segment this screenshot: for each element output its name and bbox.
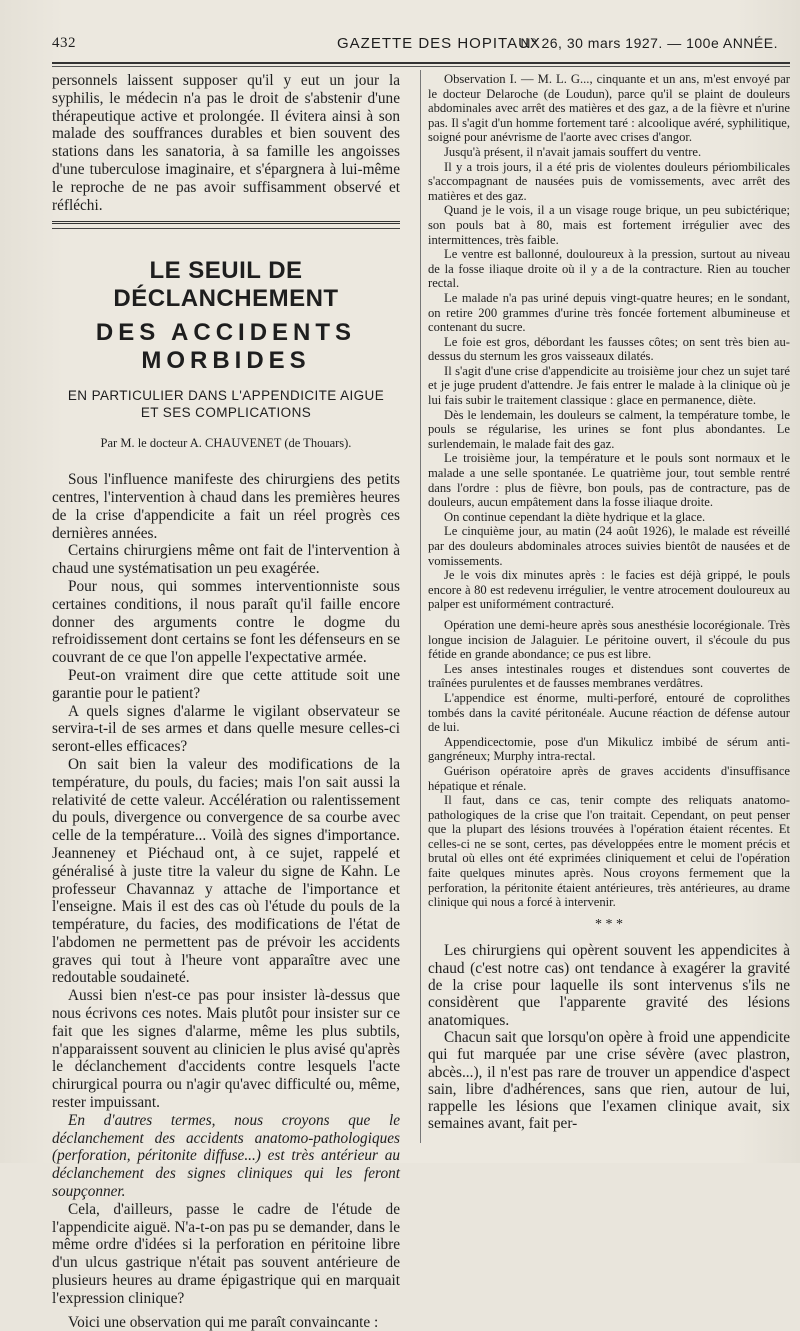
observation-paragraph: Le foie est gros, débordant les fausses côtes; on sent très bien au-dessus du sternum les gros vaisseaux dilatés. <box>428 334 790 364</box>
intro-paragraph: personnels laissent supposer qu'il y eut un jour la syphilis, le médecin n'a pas le droit de s'abstenir d'une thérapeutique active et prolongée. Il évitera ainsi à son malade des souffrances durables et bien souvent des stations dans les sanatoria, à sa famille les angoisses d'une tuberculose imaginaire, et s'épargnera à lui-même le reproche de ne pas avoir suffisamment observé et réfléchi. <box>52 72 400 214</box>
observation-paragraph: L'appendice est énorme, multi-perforé, entouré de coprolithes tombés dans la cavité péritonéale. Aucune réaction de défense autour de lui. <box>428 690 790 735</box>
observation-paragraph: Le cinquième jour, au matin (24 août 1926), le malade est réveillé par des douleurs abdominales atroces suivies bientôt de nausées et de vomissements. <box>428 524 790 568</box>
body-paragraph: Voici une observation qui me paraît convaincante : <box>68 1313 379 1331</box>
observation-paragraph: Guérison opératoire après de graves accidents d'insuffisance hépatique et rénale. <box>428 763 790 793</box>
observation-paragraph: Quand je le vois, il a un visage rouge brique, un peu subictérique; son pouls bat à 80, mais est fortement irrégulier avec des intermittences, très faible. <box>428 203 790 247</box>
observation-paragraph: Observation I. — M. L. G..., cinquante et un ans, m'est envoyé par le docteur Delaroche (de Loudun), parce qu'il se plaint de douleurs abdominales avec arrêt des matières et des gaz, a de la fièvre et n'urine pas. Il s'agit d'un homme fortement taré : alcoolique avéré, syphilitique, soigné pour anévrisme de l'aorte avec crises d'angor. <box>428 72 790 145</box>
closing-paragraph: Chacun sait que lorsqu'on opère à froid une appendicite qui fut marquée par une crise sévère (avec plastron, abcès...), il n'est pas rare de trouver un appendice d'aspect sain, libre d'adhérences, sans que rien, autour de lui, rappelle les lésions que l'examen clinique avait, six semaines avant, fait per- <box>428 1028 790 1133</box>
observation-paragraph: Il y a trois jours, il a été pris de violentes douleurs périombilicales s'accompagnant de nausées puis de vomissements, avec arrêt des matières et des gaz. <box>428 159 790 203</box>
closing-paragraph: Les chirurgiens qui opèrent souvent les appendicites à chaud (c'est notre cas) ont tendance à exagérer la gravité de la crise pour laquelle ils sont intervenus s'ils ne considèrent que l'apparente gravité des lésions anatomiques. <box>428 942 790 1029</box>
observation-paragraph: Appendicectomie, pose d'un Mikulicz imbibé de sérum anti-gangréneux; Murphy intra-rectal. <box>428 734 790 764</box>
body-paragraph: Peut-on vraiment dire que cette attitude soit une garantie pour le patient? <box>52 666 400 702</box>
body-paragraph: Certains chirurgiens même ont fait de l'intervention à chaud une systématisation un peu exagérée. <box>52 542 400 578</box>
column-divider <box>420 70 421 1143</box>
observation-paragraph: Je le vois dix minutes après : le facies est déjà grippé, le pouls encore à 80 est redevenu irrégulier, le ventre atrocement douloureux au palper est uniformément contracturé. <box>428 568 790 612</box>
body-paragraph: On sait bien la valeur des modifications de la température, du pouls, du facies; mais l'on sait aussi la relativité de cette valeur. Accélération ou ralentissement du pouls, divergence ou convergence de sa courbe avec celle de la température... Voilà des signes d'importance. Jeanneney et Piéchaud ont, à ce sujet, rappelé et généralisé à juste titre la valeur du signe de Kahn. Le professeur Chavannaz y attache de l'importance et l'enseigne. Mais il est des cas où l'étude du pouls de la température, du facies, des modifications de l'état de l'abdomen ne permettent pas de prévoir les accidents graves qui tout à l'heure vont apparaître avec une redoutable soudaineté. <box>52 755 400 987</box>
body-paragraph: Sous l'influence manifeste des chirurgiens des petits centres, l'intervention à chaud dans les premières heures de la crise d'appendicite a fait un réel progrès ces dernières années. <box>52 471 400 542</box>
article-subtitle-line-2: ET SES COMPLICATIONS <box>140 405 312 421</box>
observation-paragraph: Le ventre est ballonné, douloureux à la pression, surtout au niveau de la fosse iliaque droite où il y a de la contracture. Rien au toucher rectal. <box>428 247 790 291</box>
operation-paragraph: Opération une demi-heure après sous anesthésie locorégionale. Très longue incision de Jalaguier. Le péritoine ouvert, il s'écoule du pus fétide en grande abondance; ce pus est libre. <box>428 617 790 662</box>
article-subtitle-line-1: EN PARTICULIER DANS L'APPENDICITE AIGUE <box>67 388 385 404</box>
body-paragraph: Aussi bien n'est-ce pas pour insister là-dessus que nous écrivons ces notes. Mais plutôt pour insister sur ce fait que les signes d'alarme, même les plus subtils, n'apparaissent souvent au clinicien le plus avisé qu'après le déclanchement d'accidents contre lesquels l'acte chirurgical pourra ou n'agir qu'avec difficulté ou, même, rester impuissant. <box>52 987 400 1112</box>
section-divider <box>52 221 400 224</box>
observation-paragraph: Le malade n'a pas uriné depuis vingt-quatre heures; en le sondant, on retire 200 grammes d'urine très foncée fortement albumineuse et contenant du sucre. <box>428 290 790 335</box>
section-divider-thin <box>52 228 400 229</box>
page-number: 432 <box>52 35 76 51</box>
article-title-line-1: LE SEUIL DE DÉCLANCHEMENT <box>113 257 339 313</box>
observation-paragraph: Dès le lendemain, les douleurs se calment, la température tombe, le pouls se régularise, les urines se font plus abondantes. Le surlendemain, le malade fait des gaz. <box>428 407 790 451</box>
body-paragraph: Pour nous, qui sommes interventionniste sous certaines conditions, il nous paraît qu'il faille encore donner des arguments contre le dogme du refroidissement dont certains se font les défenseurs en se couvrant de ce que l'on appelle l'expectative armée. <box>52 577 400 667</box>
body-paragraph-italic: En d'autres termes, nous croyons que le déclanchement des accidents anatomo-pathologiques (perforation, péritonite diffuse...) est très antérieur au déclanchement des signes cliniques qui les feront soupçonner. <box>52 1111 400 1201</box>
header-rule-thin <box>52 66 790 67</box>
observation-paragraph: Le troisième jour, la température et le pouls sont normaux et le malade a une selle spontanée. Le quatrième jour, tout semble rentré dans l'ordre : plus de fièvre, bon pouls, pas de contracture, pas de douleurs, aucun empâtement dans la fosse iliaque droite. <box>428 451 790 510</box>
body-paragraph: A quels signes d'alarme le vigilant observateur se servira-t-il de ses armes et dans quelle mesure celles-ci seront-elles efficaces? <box>52 702 400 756</box>
article-byline: Par M. le docteur A. CHAUVENET (de Thouars). <box>100 436 352 451</box>
journal-title: GAZETTE DES HOPITAUX <box>337 35 541 52</box>
observation-paragraph: Il faut, dans ce cas, tenir compte des reliquats anatomo-pathologiques de la crise que l'on traitait. Cependant, on peut penser que la plupart des lésions trouvées à l'opération étaient récentes. Et celles-ci ne se sont, certes, pas développées entre le moment précis et brutal où elles ont été exprimées cliniquement et celui de l'opération faite quelques minutes après. Nous croyons fermement que la perforation, la péritonite étaient antérieures, très antérieures, au drame clinique qui nous a forcé à intervenir. <box>428 793 790 910</box>
header-rule <box>52 62 790 64</box>
observation-paragraph: On continue cependant la diète hydrique et la glace. <box>444 509 706 524</box>
issue-info: N° 26, 30 mars 1927. — 100e ANNÉE. <box>520 35 778 51</box>
left-column <box>52 72 400 1331</box>
observation-paragraph: Jusqu'à présent, il n'avait jamais souffert du ventre. <box>444 144 702 159</box>
section-separator: * * * <box>595 916 623 932</box>
page-header <box>52 35 790 57</box>
body-paragraph: Cela, d'ailleurs, passe le cadre de l'étude de l'appendicite aiguë. N'a-t-on pas pu se demander, dans le même ordre d'idées si la perforation en péritoine libre d'un ulcus gastrique n'était pas souvent antérieure de plusieurs heures au drame épigastrique qui en marquait l'expression clinique? <box>52 1200 400 1307</box>
article-title-line-2: DES ACCIDENTS MORBIDES <box>95 319 357 375</box>
observation-paragraph: Il s'agit d'une crise d'appendicite au troisième jour chez un sujet taré et je juge prudent d'attendre. Je fais entrer le malade à la clinique où je lui fais subir le traitement classique : glace en permanence, diète. <box>428 363 790 408</box>
observation-paragraph: Les anses intestinales rouges et distendues sont couvertes de traînées purulentes et de fausses membranes verdâtres. <box>428 661 790 691</box>
right-column <box>428 72 790 1133</box>
